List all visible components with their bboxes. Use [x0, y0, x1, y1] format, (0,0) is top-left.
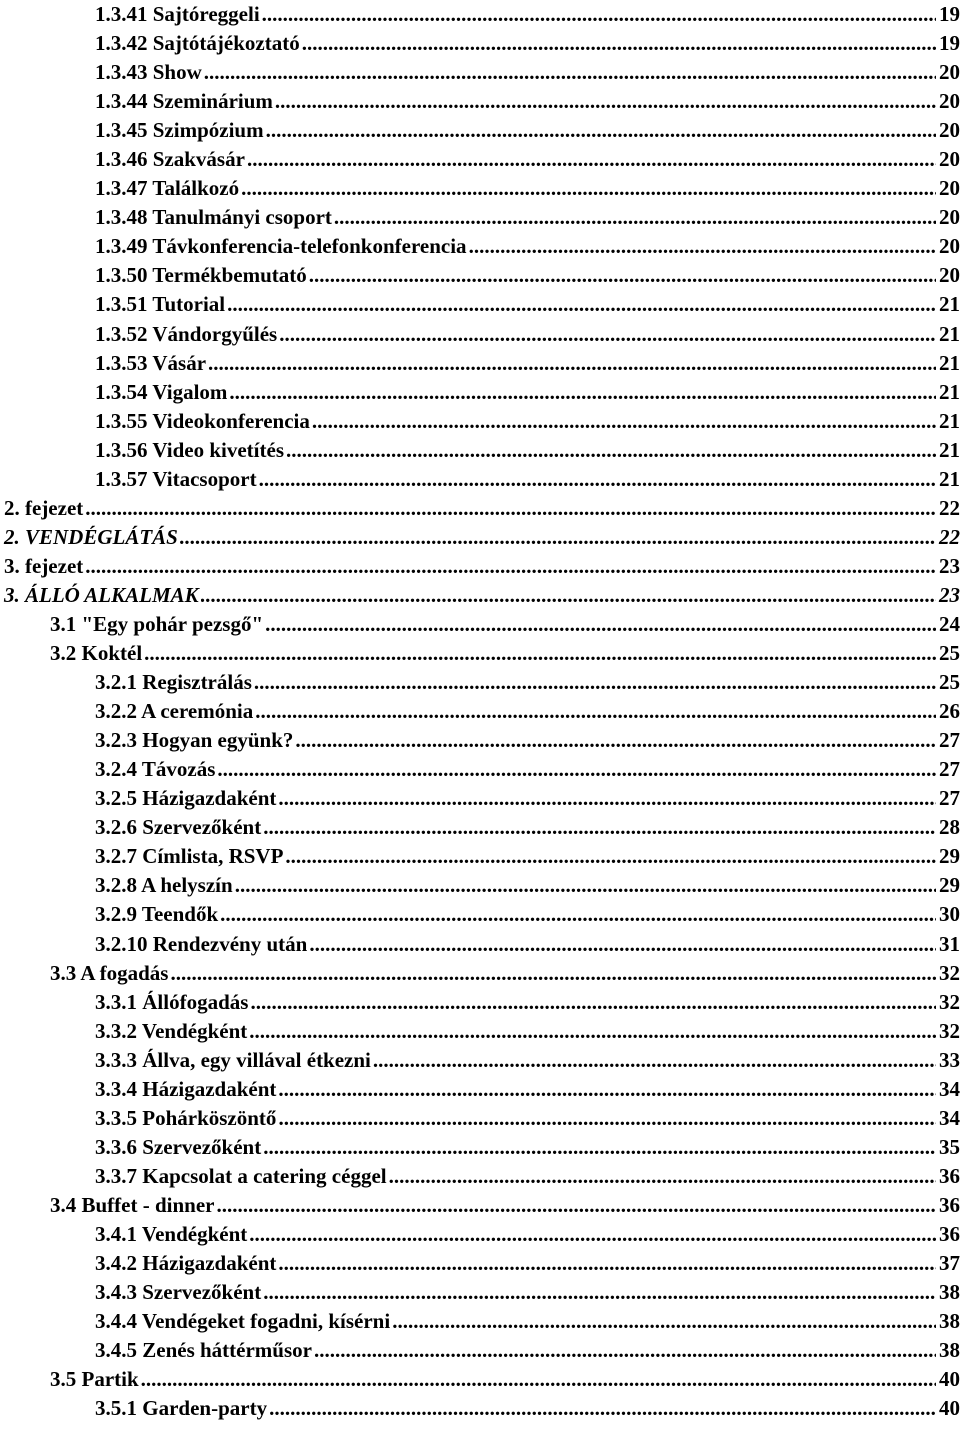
- toc-entry-title: 1.3.52 Vándorgyűlés: [95, 321, 278, 346]
- toc-entry-page-number: 40: [939, 1367, 960, 1392]
- toc-entry-page-number: 22: [939, 495, 960, 520]
- toc-entry-page-number: 35: [939, 1134, 960, 1159]
- toc-entry-title: 3.4.1 Vendégként: [95, 1221, 248, 1246]
- toc-entry-title: 1.3.45 Szimpózium: [95, 118, 264, 143]
- toc-entry-title: 3.3.2 Vendégként: [95, 1018, 248, 1043]
- toc-entry-title: 2. VENDÉGLÁTÁS: [4, 524, 178, 549]
- dot-leader: [392, 1307, 936, 1336]
- toc-entry[interactable]: [0, 581, 960, 610]
- toc-entry[interactable]: [0, 1017, 960, 1046]
- toc-entry[interactable]: [0, 494, 960, 523]
- toc-entry[interactable]: [0, 842, 960, 871]
- toc-entry-page-number: 29: [939, 873, 960, 898]
- toc-entry-page-number: 38: [939, 1309, 960, 1334]
- dot-leader: [255, 697, 936, 726]
- toc-entry-title: 3.2.9 Teendők: [95, 902, 219, 927]
- toc-entry[interactable]: [0, 1336, 960, 1365]
- toc-entry[interactable]: [0, 320, 960, 349]
- dot-leader: [263, 1278, 936, 1307]
- toc-entry-page-number: 34: [939, 1105, 960, 1130]
- toc-entry-page-number: 20: [939, 234, 960, 259]
- dot-leader: [309, 930, 936, 959]
- toc-entry-page-number: 38: [939, 1280, 960, 1305]
- dot-leader: [373, 1046, 936, 1075]
- dot-leader: [263, 1133, 936, 1162]
- toc-entry[interactable]: [0, 174, 960, 203]
- toc-entry[interactable]: [0, 116, 960, 145]
- toc-entry-title: 3. ÁLLÓ ALKALMAK: [4, 582, 199, 607]
- toc-entry[interactable]: [0, 58, 960, 87]
- toc-entry-page-number: 23: [939, 553, 960, 578]
- toc-entry-title: 3.4 Buffet - dinner: [50, 1192, 215, 1217]
- toc-entry-title: 1.3.54 Vigalom: [95, 379, 228, 404]
- toc-entry-title: 3.5 Partik: [50, 1367, 139, 1392]
- toc-entry-title: 3.2.1 Regisztrálás: [95, 670, 252, 695]
- toc-entry[interactable]: [0, 1046, 960, 1075]
- dot-leader: [266, 116, 936, 145]
- toc-entry-page-number: 28: [939, 815, 960, 840]
- toc-entry-page-number: 20: [939, 263, 960, 288]
- toc-entry-title: 3.3.4 Házigazdaként: [95, 1076, 277, 1101]
- dot-leader: [302, 29, 936, 58]
- dot-leader: [275, 87, 936, 116]
- toc-entry[interactable]: [0, 378, 960, 407]
- toc-entry-title: 1.3.44 Szeminárium: [95, 89, 273, 114]
- toc-entry-title: 3.3 A fogadás: [50, 960, 169, 985]
- toc-entry-title: 3.2.8 A helyszín: [95, 873, 233, 898]
- dot-leader: [180, 523, 936, 552]
- toc-entry-page-number: 30: [939, 902, 960, 927]
- toc-entry[interactable]: [0, 988, 960, 1017]
- toc-entry[interactable]: [0, 1220, 960, 1249]
- toc-entry[interactable]: [0, 784, 960, 813]
- toc-entry-page-number: 31: [939, 931, 960, 956]
- toc-entry-title: 1.3.41 Sajtóreggeli: [95, 2, 260, 26]
- dot-leader: [254, 668, 936, 697]
- toc-entry[interactable]: [0, 697, 960, 726]
- toc-entry-title: 3.4.5 Zenés háttérműsor: [95, 1338, 312, 1363]
- toc-entry-title: 1.3.46 Szakvásár: [95, 147, 245, 172]
- dot-leader: [312, 407, 936, 436]
- toc-entry[interactable]: [0, 290, 960, 319]
- toc-entry-page-number: 32: [939, 989, 960, 1014]
- toc-entry-page-number: 21: [939, 350, 960, 375]
- dot-leader: [278, 1104, 936, 1133]
- dot-leader: [265, 610, 936, 639]
- toc-entry-page-number: 32: [939, 1018, 960, 1043]
- toc-entry[interactable]: [0, 87, 960, 116]
- toc-entry-page-number: 27: [939, 757, 960, 782]
- toc-entry[interactable]: [0, 203, 960, 232]
- toc-entry[interactable]: [0, 0, 960, 29]
- toc-entry-title: 3.3.7 Kapcsolat a catering céggel: [95, 1163, 387, 1188]
- toc-entry-title: 3.3.6 Szervezőként: [95, 1134, 262, 1159]
- toc-entry-title: 1.3.50 Termékbemutató: [95, 263, 307, 288]
- dot-leader: [285, 842, 936, 871]
- dot-leader: [204, 58, 936, 87]
- dot-leader: [170, 959, 936, 988]
- toc-entry-page-number: 40: [939, 1396, 960, 1421]
- toc-entry-title: 3.2 Koktél: [50, 641, 143, 666]
- toc-entry-title: 3.4.4 Vendégeket fogadni, kísérni: [95, 1309, 391, 1334]
- toc-entry[interactable]: [0, 959, 960, 988]
- toc-entry-page-number: 36: [939, 1221, 960, 1246]
- toc-entry[interactable]: [0, 668, 960, 697]
- toc-entry[interactable]: [0, 930, 960, 959]
- dot-leader: [144, 639, 936, 668]
- toc-entry-page-number: 36: [939, 1163, 960, 1188]
- toc-entry-title: 1.3.53 Vásár: [95, 350, 207, 375]
- toc-entry-title: 1.3.48 Tanulmányi csoport: [95, 205, 332, 230]
- dot-leader: [208, 349, 936, 378]
- dot-leader: [217, 755, 936, 784]
- toc-entry[interactable]: [0, 261, 960, 290]
- dot-leader: [278, 1249, 936, 1278]
- dot-leader: [278, 1075, 936, 1104]
- toc-entry-page-number: 21: [939, 379, 960, 404]
- toc-entry[interactable]: [0, 552, 960, 581]
- toc-entry-page-number: 27: [939, 786, 960, 811]
- toc-entry[interactable]: [0, 726, 960, 755]
- toc-entry-title: 3.1 "Egy pohár pezsgő": [50, 611, 264, 636]
- toc-entry-title: 3.4.3 Szervezőként: [95, 1280, 262, 1305]
- toc-entry-page-number: 25: [939, 641, 960, 666]
- dot-leader: [259, 465, 936, 494]
- toc-entry[interactable]: [0, 900, 960, 929]
- toc-entry[interactable]: [0, 1278, 960, 1307]
- dot-leader: [85, 552, 936, 581]
- toc-entry-page-number: 34: [939, 1076, 960, 1101]
- toc-entry-page-number: 33: [939, 1047, 960, 1072]
- toc-entry-page-number: 25: [939, 670, 960, 695]
- toc-entry-title: 3.2.5 Házigazdaként: [95, 786, 277, 811]
- toc-entry[interactable]: [0, 610, 960, 639]
- toc-entry-page-number: 32: [939, 960, 960, 985]
- toc-entry-page-number: 21: [939, 437, 960, 462]
- dot-leader: [241, 174, 936, 203]
- toc-entry-page-number: 20: [939, 118, 960, 143]
- dot-leader: [229, 378, 936, 407]
- toc-entry-title: 3.2.2 A ceremónia: [95, 699, 254, 724]
- toc-entry-page-number: 22: [939, 524, 960, 549]
- toc-entry-title: 3.3.5 Pohárköszöntő: [95, 1105, 277, 1130]
- toc-entry-title: 1.3.43 Show: [95, 60, 202, 85]
- dot-leader: [309, 261, 936, 290]
- dot-leader: [389, 1162, 936, 1191]
- toc-entry-title: 3.3.1 Állófogadás: [95, 989, 249, 1014]
- dot-leader: [141, 1365, 936, 1394]
- toc-entry-page-number: 21: [939, 408, 960, 433]
- toc-entry-title: 3.2.7 Címlista, RSVP: [95, 844, 284, 869]
- dot-leader: [85, 494, 936, 523]
- toc-entry-page-number: 24: [939, 611, 960, 636]
- toc-entry[interactable]: [0, 1307, 960, 1336]
- toc-entry-page-number: 20: [939, 205, 960, 230]
- dot-leader: [262, 0, 936, 29]
- toc-entry-title: 3.2.4 Távozás: [95, 757, 216, 782]
- toc-entry-page-number: 38: [939, 1338, 960, 1363]
- toc-entry[interactable]: [0, 1104, 960, 1133]
- toc-entry[interactable]: [0, 145, 960, 174]
- toc-entry[interactable]: [0, 1075, 960, 1104]
- toc-entry-title: 3.2.3 Hogyan együnk?: [95, 728, 294, 753]
- toc-entry[interactable]: [0, 465, 960, 494]
- toc-entry-title: 3. fejezet: [4, 553, 84, 578]
- toc-entry[interactable]: [0, 813, 960, 842]
- toc-entry[interactable]: [0, 407, 960, 436]
- dot-leader: [217, 1191, 937, 1220]
- toc-entry[interactable]: [0, 1365, 960, 1394]
- toc-entry-title: 3.3.3 Állva, egy villával étkezni: [95, 1047, 371, 1072]
- toc-entry[interactable]: [0, 29, 960, 58]
- dot-leader: [269, 1394, 936, 1423]
- toc-entry-page-number: 23: [939, 582, 960, 607]
- toc-entry-page-number: 27: [939, 728, 960, 753]
- toc-entry-title: 1.3.51 Tutorial: [95, 292, 226, 317]
- toc-entry-page-number: 37: [939, 1251, 960, 1276]
- dot-leader: [201, 581, 936, 610]
- dot-leader: [286, 436, 936, 465]
- toc-entry[interactable]: [0, 436, 960, 465]
- dot-leader: [469, 232, 936, 261]
- dot-leader: [279, 320, 936, 349]
- dot-leader: [249, 1017, 936, 1046]
- toc-entry-page-number: 19: [939, 2, 960, 26]
- toc-entry[interactable]: [0, 1191, 960, 1220]
- toc-entry-title: 3.2.6 Szervezőként: [95, 815, 262, 840]
- toc-entry-page-number: 21: [939, 321, 960, 346]
- toc-entry-title: 1.3.55 Videokonferencia: [95, 408, 310, 433]
- toc-entry-title: 1.3.49 Távkonferencia-telefonkonferencia: [95, 234, 467, 259]
- dot-leader: [334, 203, 936, 232]
- toc-entry[interactable]: [0, 523, 960, 552]
- toc-entry[interactable]: [0, 755, 960, 784]
- toc-entry-title: 1.3.42 Sajtótájékoztató: [95, 31, 300, 56]
- toc-entry-title: 2. fejezet: [4, 495, 84, 520]
- toc-entry-page-number: 21: [939, 466, 960, 491]
- dot-leader: [249, 1220, 936, 1249]
- dot-leader: [314, 1336, 936, 1365]
- toc-entry-title: 1.3.47 Találkozó: [95, 176, 240, 201]
- toc-entry[interactable]: [0, 1394, 960, 1423]
- toc-entry-page-number: 29: [939, 844, 960, 869]
- toc-entry-title: 1.3.57 Vitacsoport: [95, 466, 257, 491]
- toc-entry-title: 3.2.10 Rendezvény után: [95, 931, 308, 956]
- toc-entry-page-number: 20: [939, 176, 960, 201]
- toc-entry-page-number: 20: [939, 60, 960, 85]
- toc-entry[interactable]: [0, 871, 960, 900]
- dot-leader: [247, 145, 936, 174]
- toc-entry[interactable]: [0, 349, 960, 378]
- toc-entry-page-number: 20: [939, 89, 960, 114]
- dot-leader: [278, 784, 936, 813]
- toc-entry-title: 1.3.56 Video kivetítés: [95, 437, 284, 462]
- dot-leader: [295, 726, 936, 755]
- toc-entry[interactable]: [0, 1162, 960, 1191]
- toc-entry[interactable]: [0, 1133, 960, 1162]
- toc-entry-page-number: 26: [939, 699, 960, 724]
- toc-entry-title: 3.4.2 Házigazdaként: [95, 1251, 277, 1276]
- toc-entry-title: 3.5.1 Garden-party: [95, 1396, 268, 1421]
- dot-leader: [263, 813, 936, 842]
- toc-entry-page-number: 21: [939, 292, 960, 317]
- toc-entry-page-number: 20: [939, 147, 960, 172]
- dot-leader: [235, 871, 936, 900]
- dot-leader: [227, 290, 936, 319]
- dot-leader: [220, 900, 936, 929]
- toc-entry[interactable]: [0, 639, 960, 668]
- toc-entry-page-number: 36: [939, 1192, 960, 1217]
- dot-leader: [250, 988, 936, 1017]
- toc-entry[interactable]: [0, 232, 960, 261]
- toc-entry[interactable]: [0, 1249, 960, 1278]
- toc-entry-page-number: 19: [939, 31, 960, 56]
